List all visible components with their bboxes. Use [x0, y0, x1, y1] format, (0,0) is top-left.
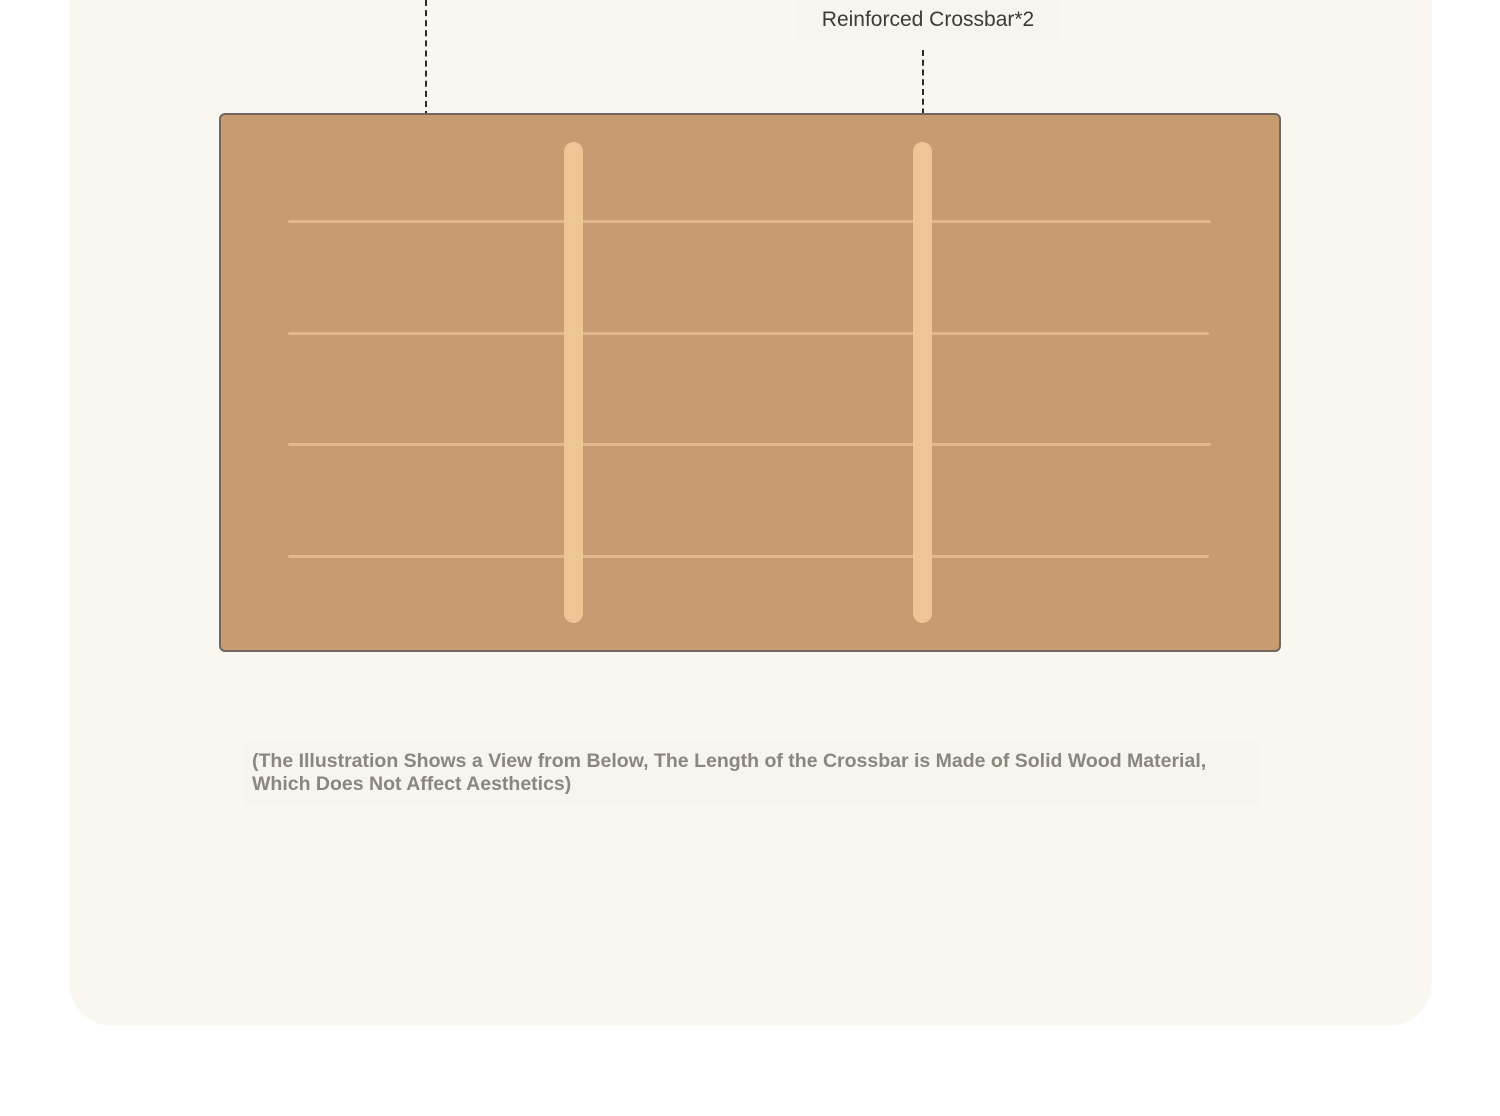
plank-seam-line: [288, 443, 1211, 446]
callout-label-box: [797, 0, 1059, 40]
plank-seam-line: [288, 555, 1209, 558]
callout-label: Reinforced Crossbar*2: [821, 8, 1035, 31]
plank-seam-line: [288, 332, 1209, 335]
table-board-bottom-view: [219, 113, 1281, 652]
plank-seam-line: [288, 220, 1211, 223]
reinforced-crossbar: [564, 142, 583, 623]
reinforced-crossbar: [913, 142, 932, 623]
caption-text: (The Illustration Shows a View from Below, The Length of the Crossbar is Made of Solid Wood Material, Which Does Not Affect Aesthetics): [252, 750, 1207, 795]
